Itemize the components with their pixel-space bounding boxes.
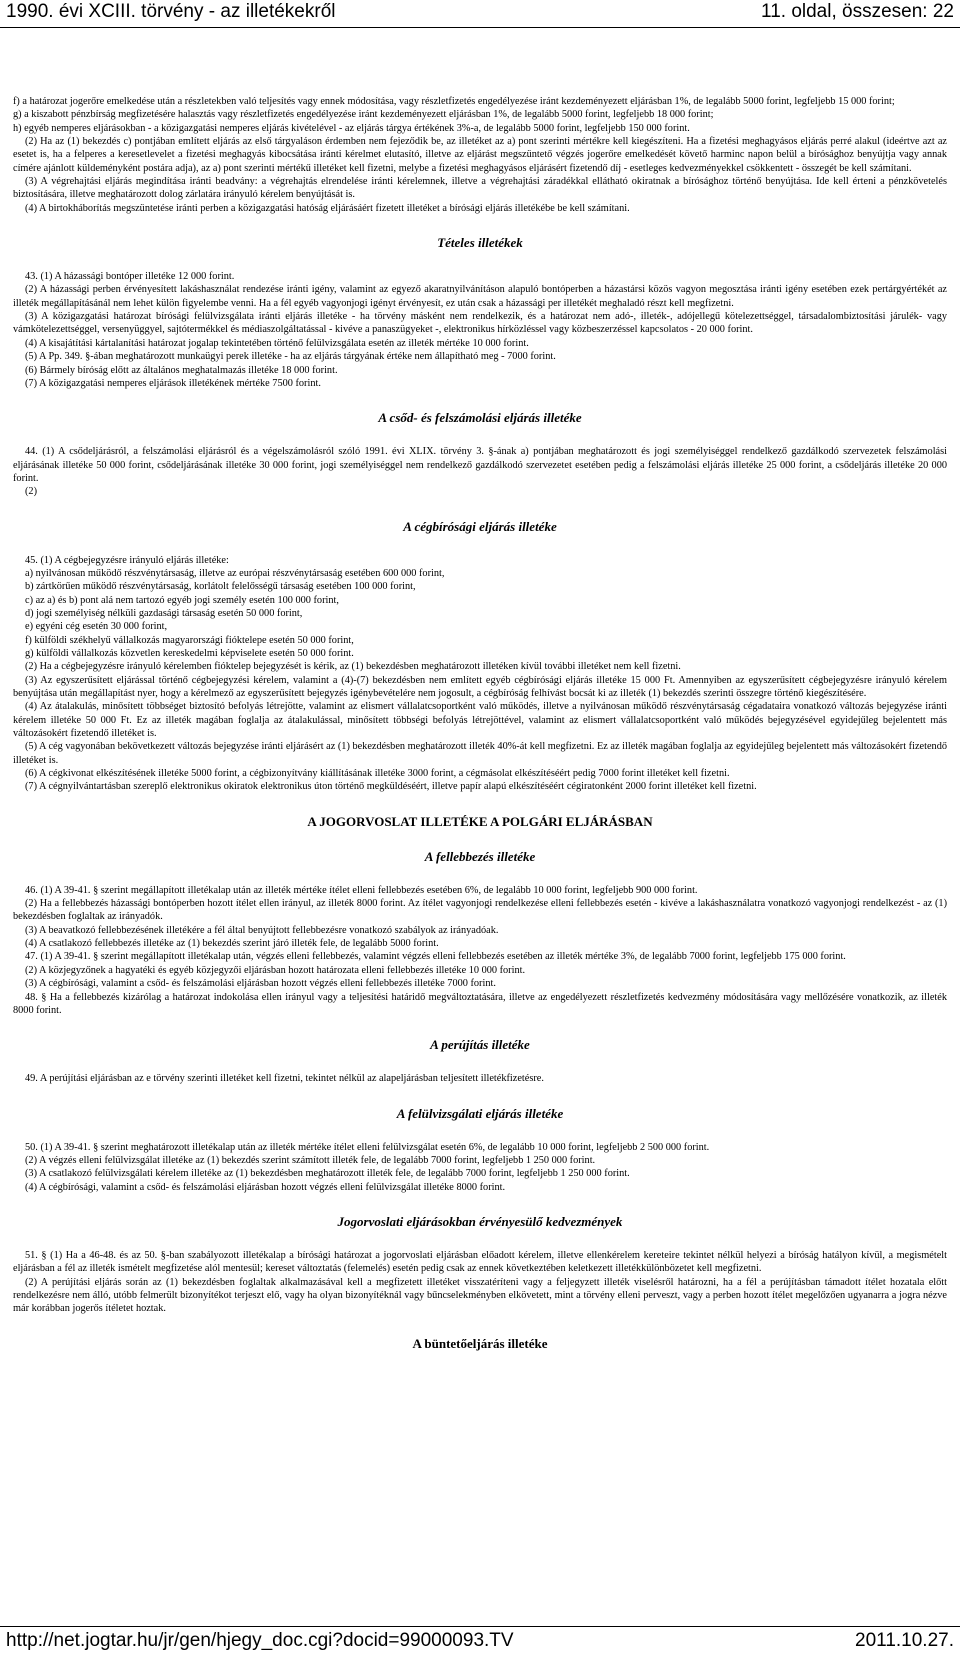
- document-title: 1990. évi XCIII. törvény - az illetékekről: [6, 1, 336, 22]
- list-item: c) az a) és b) pont alá nem tartozó egyéb jogi személy esetén 100 000 forint,: [25, 594, 339, 606]
- paragraph: (3) A cégbírósági, valamint a csőd- és felszámolási eljárásban hozott végzés elleni fellebbezés illetéke 7000 forint.: [25, 978, 496, 990]
- paragraph: h) egyéb nemperes eljárásokban - a közigazgatási nemperes eljárás kivételével - az eljárás tárgya értékének 3%-a, de legalább 5000 forint, legfeljebb 150 000 forint.: [13, 122, 690, 134]
- paragraph: 44. (1) A csődeljárásról, a felszámolási eljárásról és a végelszámolásról szóló 1991. évi XLIX. törvény 3. §-ának a) pontjában meghatározott és jogi személyiséggel rendelkező gazdálkodó szervezetek felszámolási eljárásának illetéke 50 000 forint, csődeljárásának illetéke 30 000 forint, jogi személyiséggel nem rendelkező gazdálkodó szervezetet esetében pedig a felszámolási eljárás illetéke 25 000 forint, a csődeljárás illetéke 20 000 forint.: [13, 446, 947, 484]
- paragraph: (4) A cégbírósági, valamint a csőd- és felszámolási eljárásban hozott végzés elleni felülvizsgálat illetéke 8000 forint.: [25, 1181, 506, 1193]
- paragraph: (3) A beavatkozó fellebbezésének illetékére a fél által benyújtott fellebbezésre vonatkozó szabályok az irányadóak.: [25, 924, 499, 936]
- paragraph: (2) Ha az (1) bekezdés c) pontjában említett eljárás az első tárgyaláson érdemben nem fejeződik be, az illetéket az a) pont szerinti mértékre kell kiegészíteni. Ha a fizetési meghagyásos eljárás perré alakul (ideértve azt az esetet is, ha a felperes a keresetlevelet a fizetési meghagyás kibocsátása iránti kérelmet elutasító, illetve az eljárást megszüntető végzés jogerőre emelkedését követő harminc napon belül a bírósághoz benyújtja vagy annak címére ajánlott küldeményként postára adja), az a) pont szerinti mértékű illetéket kell fizetni, melybe a fizetési meghagyásos eljárásért fizetendő díj - esetleges kedvezményekkel csökkentett - összegét be kell számítani.: [13, 136, 947, 174]
- list-item: f) külföldi székhelyű vállalkozás magyarországi fióktelepe esetén 50 000 forint,: [25, 634, 354, 646]
- paragraph: (2) Ha a fellebbezés házassági bontóperben hozott ítélet ellen irányul, az illeték 8000 forint. Az ítélet vagyonjogi rendelkezése elleni fellebbezés esetén - kivéve a lakáshasználatra vonatkozó vagyonjogi rendelkezést - az (1) bekezdésben foglaltak az irányadók.: [13, 898, 947, 923]
- section-heading: A felülvizsgálati eljárás illetéke: [396, 1105, 564, 1121]
- list-item: d) jogi személyiség nélküli gazdasági társaság esetén 50 000 forint,: [25, 607, 303, 619]
- page-footer: [0, 1626, 960, 1654]
- list-item: e) egyéni cég esetén 30 000 forint,: [25, 621, 168, 633]
- paragraph: g) a kiszabott pénzbírság megfizetésére halasztás vagy részletfizetés engedélyezése iránt kezdeményezett eljárásban 1%, de legalább 5000 forint, legfeljebb 18 000 forint;: [13, 109, 714, 121]
- paragraph: (6) A cégkivonat elkészítésének illetéke 5000 forint, a cégbizonyítvány kiállításának illetéke 3000 forint, a cégmásolat elkészítéséért pedig 7000 forint illetéket kell fizetni.: [25, 768, 730, 780]
- paragraph: (3) A végrehajtási eljárás megindítása iránti beadvány: a végrehajtás elrendelése iránti kérelemnek, illetve a végrehajtási záradékkal ellátható okiratnak a bírósághoz történő benyújtása. Ide kell érteni a pénzkövetelés biztosítására, illetve meghatározott dolog zárlatára irányuló kérelem benyújtását is.: [13, 176, 947, 201]
- paragraph: (4) Az átalakulás, minősített többséget biztosító befolyás létrejötte, valamint az elismert vállalatcsoportként való működés, illetve a nyilvánosan működő részvénytársaság cégadataira vonatkozó változás bejegyzése iránti kérelem illetéke 50 000 Ft. Ez az illeték magában foglalja az átalakulással, minősített többségi befolyás létrejöttével, valamint az elismert vállalatcsoportként való működés bejegyzésével egyidejűleg bejelentett más változásokért fizetendő illetéket is.: [13, 701, 947, 740]
- print-date: 2011.10.27.: [855, 1630, 954, 1651]
- header-rule: [0, 27, 960, 28]
- document-body: [13, 95, 947, 1351]
- paragraph: 50. (1) A 39-41. § szerint meghatározott illetékalap után az illeték mértéke ítélet elleni felülvizsgálat esetén 6%, de legalább 10 000 forint, legfeljebb 2 500 000 forint.: [25, 1141, 710, 1153]
- paragraph: (2) A végzés elleni felülvizsgálat illetéke az (1) bekezdés szerint számított illeték fele, de legalább 7000 forint, legfeljebb 1 250 000 forint.: [25, 1154, 596, 1166]
- paragraph: 45. (1) A cégbejegyzésre irányuló eljárás illetéke:: [25, 554, 229, 566]
- section-heading: A cégbírósági eljárás illetéke: [403, 518, 557, 534]
- paragraph: (5) A cég vagyonában bekövetkezett változás bejegyzése iránti eljárásért az (1) bekezdésben meghatározott illeték 40%-át kell megfizetni. Ez az illeték magában foglalja az egyidejűleg bejelentett más változásokért fizetendő illetéket is.: [13, 741, 947, 766]
- paragraph: (3) Az egyszerűsített eljárással történő cégbejegyzési kérelem, valamint a (4)-(7) bekezdésben nem említett egyéb cégbírósági eljárás illetéke 15 000 Ft. Amennyiben az egyszerűsített cégbejegyzésre irányuló kérelem benyújtása után megállapítást nyer, hogy a kérelmező az egyszerűsített bejegyzés igénybevételére nem jogosult, a cégbíróság felhívást bocsát ki az illeték (1) bekezdés szerinti összegre történő kiegészítésére.: [13, 674, 947, 699]
- paragraph: 51. § (1) Ha a 46-48. és az 50. §-ban szabályozott illetékalap a bírósági határozat a jogorvoslati eljárásban előadott kérelem, illetve ellenkérelem kereteire tekintet nélkül helyezi a bíróság hatályon kívül, a megismételt eljárásban a fél az illeték ismételt megfizetése alól mentesül; kereset változtatás (felemelés) esetén pedig csak az ennek következtében keletkezett illetékkülönbözetet kell megfizetni.: [13, 1249, 947, 1275]
- chapter-heading: A büntetőeljárás illetéke: [412, 1335, 548, 1351]
- section-heading: Jogorvoslati eljárásokban érvényesülő kedvezmények: [337, 1213, 623, 1229]
- paragraph: (7) A közigazgatási nemperes eljárások illetékének mértéke 7500 forint.: [25, 377, 321, 389]
- paragraph: (7) A cégnyilvántartásban szereplő elektronikus okiratok elektronikus úton történő megküldéséért, illetve papír alapú elkészítéséért cégiratonként 2000 forint illetéket kell fizetni.: [25, 781, 757, 793]
- paragraph: (2) A perújítási eljárás során az (1) bekezdésben foglaltak alkalmazásával kell a megfizetett illetéket visszatéríteni vagy a feljegyzett illeték viselésről határozni, ha a fél a perújításban támadott ítélet hozatala előtt rendelkezésre nem álló, utóbb felmerült bizonyítékot terjeszt elő, vagy ha olyan bizonyítéknál vagy bűncselekményben elkövetett, mint a törvény elleni perveszt, vagy a perben hozott ítélet megelőzően ugyanarra a jogra nézve már korábban jogerős ítéletet hoztak.: [13, 1276, 947, 1315]
- paragraph: (4) A kisajátítási kártalanítási határozat jogalap tekintetében történő felülvizsgálata esetén az illeték mértéke 10 000 forint.: [25, 337, 529, 349]
- paragraph: 48. § Ha a fellebbezés kizárólag a határozat indokolása ellen irányul vagy a teljesítési határidő megváltoztatására, illetve az engedélyezett részletfizetés kedvezmény módosítására vagy mellőzésére vonatkozik, az illeték 8000 forint.: [13, 991, 947, 1016]
- section-heading: Tételes illetékek: [437, 235, 523, 251]
- paragraph: (6) Bármely bíróság előtt az általános meghatalmazás illetéke 18 000 forint.: [25, 364, 338, 376]
- section-heading: A csőd- és felszámolási eljárás illetéke: [378, 410, 582, 426]
- paragraph: (4) A csatlakozó fellebbezés illetéke az (1) bekezdés szerint járó illeték fele, de legalább 5000 forint.: [25, 938, 439, 950]
- paragraph: (2) A házassági perben érvényesített lakáshasználat rendezése iránti igény, valamint az egyező akaratnyilvánításon alapuló bontóperben a házastársi közös vagyon megosztása iránti igény esetében ezek pertárgyértékét az illeték megállapításánál nem lehet külön figyelembe venni. Ha a fél egyéb vagyonjogi igényt érvényesít, ez után csak a házassági per illetékét meghaladó részt kell megfizetni.: [13, 284, 947, 309]
- paragraph: (5) A Pp. 349. §-ában meghatározott munkaügyi perek illetéke - ha az eljárás tárgyának értéke nem állapítható meg - 7000 forint.: [25, 351, 556, 363]
- paragraph: (2) A közjegyzőnek a hagyatéki és egyéb közjegyzői eljárásban hozott határozata elleni fellebbezés illetéke 10 000 forint.: [25, 964, 526, 976]
- section-heading: A perújítás illetéke: [430, 1037, 530, 1053]
- list-item: a) nyilvánosan működő részvénytársaság, illetve az európai részvénytársaság esetében 600 000 forint,: [25, 567, 445, 579]
- paragraph: f) a határozat jogerőre emelkedése után a részletekben való teljesítés vagy ennek módosítása, vagy részletfizetés engedélyezése iránt kezdeményezett eljárásban 1%, de legalább 5000 forint, legfeljebb 15 000 forint;: [13, 96, 895, 107]
- paragraph: (3) A közigazgatási határozat bírósági felülvizsgálata iránti eljárás illetéke - ha törvény másként nem rendelkezik, és a határozat nem adó-, illeték-, adójellegű kötelezettséggel, társadalombiztosítási járulék- vagy vámkötelezettséggel, versenyüggyel, sajtótermékkel és médiaszolgáltatással - kivéve a panaszügyeket -, elektronikus hírközléssel vagy közbeszerzéssel kapcsolatos - 20 000 forint.: [13, 311, 947, 336]
- chapter-heading: A JOGORVOSLAT ILLETÉKE A POLGÁRI ELJÁRÁSBAN: [307, 813, 653, 829]
- source-url-link[interactable]: http://net.jogtar.hu/jr/gen/hjegy_doc.cgi?docid=99000093.TV: [6, 1630, 514, 1651]
- paragraph: (2) Ha a cégbejegyzésre irányuló kérelemben fióktelep bejegyzését is kérik, az (1) bekezdésben meghatározott illetéken kívül további illetéket nem kell fizetni.: [25, 661, 681, 673]
- section-heading: A fellebbezés illetéke: [424, 848, 536, 864]
- paragraph: (2): [25, 486, 38, 498]
- paragraph: 47. (1) A 39-41. § szerint megállapított illetékalap után, végzés elleni fellebbezés, valamint végzés elleni fellebbezés esetében az illeték mértéke 3%, de legalább 7000 forint, legfeljebb 175 000 forint.: [25, 951, 846, 963]
- paragraph: 46. (1) A 39-41. § szerint megállapított illetékalap után az illeték mértéke ítélet elleni fellebbezés esetében 6%, de legalább 10 000 forint, legfeljebb 900 000 forint.: [25, 884, 698, 896]
- paragraph: 43. (1) A házassági bontóper illetéke 12 000 forint.: [25, 271, 235, 283]
- paragraph: (3) A csatlakozó felülvizsgálati kérelem illetéke az (1) bekezdésben meghatározott illeték fele, de legalább 7000 forint, legfeljebb 1 250 000 forint.: [25, 1168, 630, 1180]
- paragraph: 49. A perújítási eljárásban az e törvény szerinti illetéket kell fizetni, tekintet nélkül az alapeljárásban teljesített illetékfizetésre.: [25, 1073, 544, 1085]
- paragraph: (4) A birtokháborítás megszüntetése iránti perben a közigazgatási hatóság eljárásáért fizetett illetéket a bírósági eljárás illetékébe be kell számítani.: [25, 202, 630, 214]
- page-indicator: 11. oldal, összesen: 22: [761, 1, 954, 22]
- list-item: g) külföldi vállalkozás közvetlen kereskedelmi képviselete esetén 50 000 forint.: [25, 647, 354, 659]
- list-item: b) zártkörűen működő részvénytársaság, korlátolt felelősségű társaság esetében 100 000 forint,: [25, 581, 416, 593]
